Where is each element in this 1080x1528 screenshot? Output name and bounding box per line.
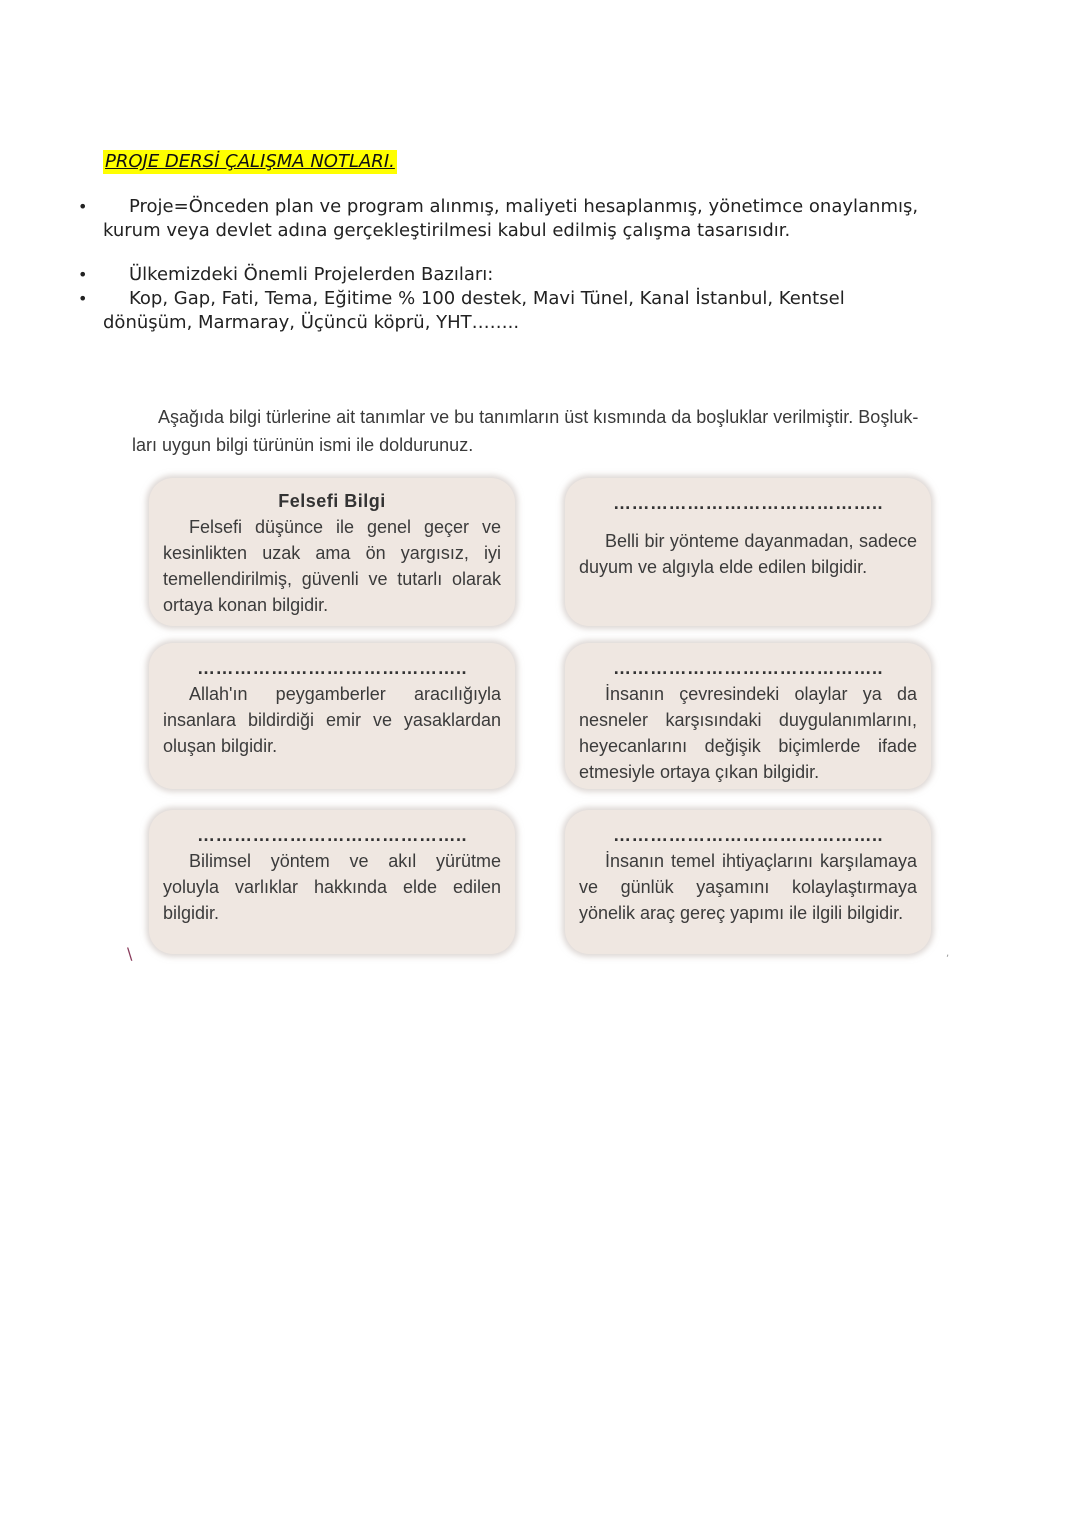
page-title: PROJE DERSİ ÇALIŞMA NOTLARI. — [105, 151, 395, 172]
card-blank-heading: …………………………………….. — [612, 658, 883, 678]
card-definition: İnsanın çevresindeki olaylar ya da nesneler karşısındaki duygulanımlarını, heyecanlarını değişik biçimlerde ifade etmesiyle ortaya çıkan bilgidir. — [579, 684, 917, 782]
card-blank-6 — [565, 810, 931, 954]
exercise-instructions — [132, 403, 952, 459]
bullet-dot: • — [78, 289, 88, 308]
bullet-dot: • — [78, 197, 88, 216]
card-blank-4 — [565, 643, 931, 789]
card-blank-heading: …………………………………….. — [196, 658, 467, 678]
projects-heading: Ülkemizdeki Önemli Projelerden Bazıları: — [129, 264, 494, 285]
instructions-line2: ları uygun bilgi türünün ismi ile doldurunuz. — [132, 435, 474, 455]
projects-list-bullet — [70, 287, 970, 335]
card-definition: Belli bir yönteme dayanmadan, sadece duyum ve algıyla elde edilen bilgidir. — [579, 531, 917, 577]
bullet-dot: • — [78, 265, 88, 284]
instructions-line1: Aşağıda bilgi türlerine ait tanımlar ve bu tanımların üst kısmında da boşluklar verilmiştir. Boşluk- — [158, 407, 919, 427]
scan-mark-left: \ — [127, 944, 133, 963]
card-blank-heading: …………………………………….. — [612, 493, 883, 513]
card-blank-heading: …………………………………….. — [612, 825, 883, 845]
card-heading: Felsefi Bilgi — [278, 491, 386, 511]
card-blank-3 — [149, 643, 515, 789]
definition-text-line2: kurum veya devlet adına gerçekleştirilmesi kabul edilmiş çalışma tasarısıdır. — [103, 220, 791, 241]
card-blank-heading: …………………………………….. — [196, 825, 467, 845]
card-blank-5 — [149, 810, 515, 954]
card-definition: Bilimsel yöntem ve akıl yürütme yoluyla varlıklar hakkında elde edilen bilgidir. — [163, 851, 501, 923]
projects-list-line2: dönüşüm, Marmaray, Üçüncü köprü, YHT…….. — [103, 312, 520, 333]
scan-mark-right: , — [946, 948, 950, 959]
definition-bullet — [70, 195, 970, 243]
card-definition: Allah'ın peygamberler aracılığıyla insanlara bildirdiği emir ve yasaklardan oluşan bilgidir. — [163, 684, 501, 756]
card-felsefi-bilgi — [149, 478, 515, 626]
definition-text-line1: Proje=Önceden plan ve program alınmış, maliyeti hesaplanmış, yönetimce onaylanmış, — [129, 196, 919, 217]
card-definition: Felsefi düşünce ile genel geçer ve kesinlikten uzak ama ön yargısız, iyi temellendirilmiş, güvenli ve tutarlı olarak ortaya konan bilgidir. — [163, 517, 501, 615]
card-definition: İnsanın temel ihtiyaçlarını karşılamaya ve günlük yaşamını kolaylaştırmaya yönelik araç gereç yapımı ile ilgili bilgidir. — [579, 851, 917, 923]
card-blank-2 — [565, 478, 931, 626]
projects-list-line1: Kop, Gap, Fati, Tema, Eğitime % 100 destek, Mavi Tünel, Kanal İstanbul, Kentsel — [129, 288, 845, 309]
projects-heading-bullet — [70, 263, 970, 287]
